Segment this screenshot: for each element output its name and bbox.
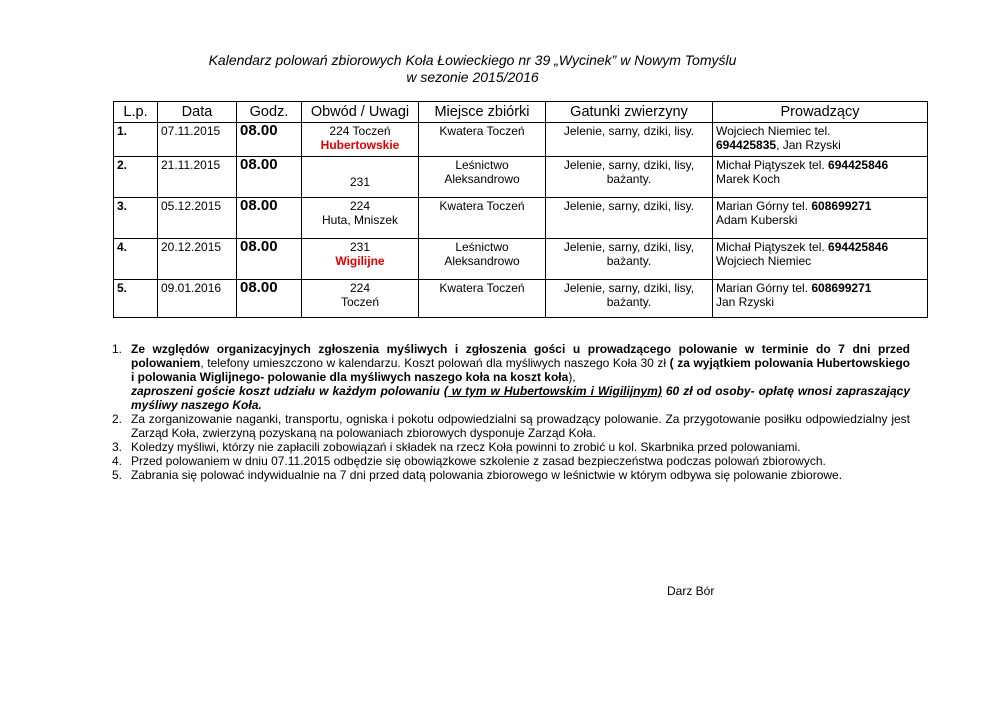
note-bold-part: Ze względów organizacyjnych zgłoszenia myśliwych i zgłoszenia gości u prowadzącego polowanie w terminie do 7 dni przed polowaniem xyxy=(131,342,910,370)
note-number: 1. xyxy=(112,342,123,356)
district-number: 224 Toczeń xyxy=(329,124,391,138)
note-number: 2. xyxy=(112,412,123,426)
species-line-1: Jelenie, sarny, dziki, lisy, xyxy=(563,240,695,254)
row-time: 08.00 xyxy=(237,198,302,239)
leader-phone: 694425846 xyxy=(828,240,889,254)
table-row xyxy=(114,198,928,239)
leader-line-1 xyxy=(716,240,924,254)
table-header-row xyxy=(114,102,928,123)
row-meeting-place xyxy=(419,198,546,239)
header-lp: L.p. xyxy=(114,102,158,123)
table-row xyxy=(114,239,928,280)
row-meeting-place xyxy=(419,239,546,280)
meeting-place-line-2: Aleksandrowo xyxy=(444,254,520,268)
row-lp: 1. xyxy=(114,123,158,157)
row-leaders xyxy=(713,123,928,157)
leader-line-2: Jan Rzyski xyxy=(716,295,775,309)
table-row xyxy=(114,157,928,198)
leader-text: , Jan Rzyski xyxy=(776,138,841,152)
document-title xyxy=(0,52,945,86)
leader-line-1 xyxy=(716,158,924,172)
note-plain-part: , telefony umieszczono w kalendarzu. Koszt polowań dla myśliwych naszego Koła 30 zł xyxy=(200,356,670,370)
row-date: 21.11.2015 xyxy=(158,157,237,198)
row-district xyxy=(302,239,419,280)
title-line-1: Kalendarz polowań zbiorowych Koła Łowieckiego nr 39 „Wycinek” w Nowym Tomyślu xyxy=(208,52,737,68)
note-number: 3. xyxy=(112,440,123,454)
note-bold-italic-part: zaproszeni goście koszt udziału w każdym polowaniu xyxy=(131,384,444,398)
row-lp: 5. xyxy=(114,280,158,318)
row-lp: 3. xyxy=(114,198,158,239)
leader-line-1 xyxy=(716,124,924,138)
meeting-place-line-1: Leśnictwo xyxy=(455,240,509,254)
leader-text: Michał Piątyszek tel. xyxy=(716,158,829,172)
row-date: 05.12.2015 xyxy=(158,198,237,239)
meeting-place-line-1: Kwatera Toczeń xyxy=(439,281,525,295)
header-leaders: Prowadzący xyxy=(713,102,928,123)
header-species: Gatunki zwierzyny xyxy=(546,102,713,123)
district-number: 231 xyxy=(349,174,371,189)
leader-phone: 694425846 xyxy=(828,158,889,172)
species-line-2: bażanty. xyxy=(606,254,652,268)
row-species xyxy=(546,123,713,157)
leader-line-1 xyxy=(716,281,924,295)
signature: Darz Bór xyxy=(667,584,715,598)
row-district xyxy=(302,280,419,318)
note-number: 5. xyxy=(112,468,123,482)
district-note: Hubertowskie xyxy=(320,138,400,152)
leader-phone: 694425835 xyxy=(716,138,777,152)
district-number: 224 xyxy=(349,281,371,295)
meeting-place-line-1: Leśnictwo xyxy=(455,158,509,172)
note-bold-italic-part: 60 zł od osoby- opłatę wnosi zapraszający myśliwy naszego Koła. xyxy=(131,384,910,412)
row-species xyxy=(546,280,713,318)
note-item xyxy=(112,468,910,482)
leader-text: Wojciech Niemiec tel. xyxy=(716,124,831,138)
row-leaders xyxy=(713,157,928,198)
leader-text: Michał Piątyszek tel. xyxy=(716,240,829,254)
leader-line-2 xyxy=(716,138,924,152)
species-line-1: Jelenie, sarny, dziki, lisy. xyxy=(563,199,695,213)
row-time: 08.00 xyxy=(237,157,302,198)
row-date: 07.11.2015 xyxy=(158,123,237,157)
table-row xyxy=(114,280,928,318)
row-time: 08.00 xyxy=(237,280,302,318)
row-leaders xyxy=(713,239,928,280)
note-item xyxy=(112,454,910,468)
meeting-place-line-1: Kwatera Toczeń xyxy=(439,124,525,138)
district-number: 231 xyxy=(349,240,371,254)
note-item xyxy=(112,342,910,412)
leader-phone: 608699271 xyxy=(811,199,872,213)
row-meeting-place xyxy=(419,157,546,198)
leader-text: Marian Górny tel. xyxy=(716,281,812,295)
note-text: Za zorganizowanie naganki, transportu, ogniska i pokotu odpowiedzialni są prowadzący polowanie. Za przygotowanie posiłku odpowiedzialny jest Zarząd Koła, zwierzyną pozyskaną na polowaniach zbiorowych dysponuje Zarząd Koła. xyxy=(131,412,910,440)
header-meeting-place: Miejsce zbiórki xyxy=(419,102,546,123)
note-item xyxy=(112,440,910,454)
leader-text: Marian Górny tel. xyxy=(716,199,812,213)
header-date: Data xyxy=(158,102,237,123)
row-leaders xyxy=(713,198,928,239)
district-number: 224 xyxy=(349,199,371,213)
row-district xyxy=(302,198,419,239)
row-lp: 2. xyxy=(114,157,158,198)
row-leaders xyxy=(713,280,928,318)
row-district xyxy=(302,123,419,157)
row-time: 08.00 xyxy=(237,123,302,157)
district-note: Wigilijne xyxy=(335,254,385,268)
note-plain-part: ), xyxy=(568,370,576,384)
leader-line-1 xyxy=(716,199,924,213)
hunting-calendar-table xyxy=(113,101,928,318)
title-line-2: w sezonie 2015/2016 xyxy=(406,69,539,85)
row-date: 09.01.2016 xyxy=(158,280,237,318)
note-text xyxy=(131,342,910,412)
note-bold-part: ( za wyjątkiem polowania Hubertowskiego i polowania Wiglijnego- polowanie dla myśliwych naszego koła na koszt koła xyxy=(131,356,910,384)
species-line-1: Jelenie, sarny, dziki, lisy. xyxy=(563,124,695,138)
note-text: Koledzy myśliwi, którzy nie zapłacili zobowiązań i składek na rzecz Koła powinni to zrobić u kol. Skarbnika przed polowaniami. xyxy=(131,440,801,454)
note-text: Przed polowaniem w dniu 07.11.2015 odbędzie się obowiązkowe szkolenie z zasad bezpieczeństwa podczas polowań zbiorowych. xyxy=(131,454,826,468)
note-number: 4. xyxy=(112,454,123,468)
meeting-place-line-2: Aleksandrowo xyxy=(444,172,520,186)
row-meeting-place xyxy=(419,280,546,318)
row-time: 08.00 xyxy=(237,239,302,280)
note-item xyxy=(112,412,910,440)
notes-list xyxy=(112,342,910,482)
species-line-1: Jelenie, sarny, dziki, lisy, xyxy=(563,158,695,172)
row-species xyxy=(546,239,713,280)
row-date: 20.12.2015 xyxy=(158,239,237,280)
note-underlined-part: ( w tym w Hubertowskim i Wigilijnym) xyxy=(443,384,662,398)
row-species xyxy=(546,157,713,198)
row-meeting-place xyxy=(419,123,546,157)
leader-phone: 608699271 xyxy=(811,281,872,295)
district-note: Toczeń xyxy=(340,295,380,309)
leader-line-2: Marek Koch xyxy=(716,172,781,186)
species-line-1: Jelenie, sarny, dziki, lisy, xyxy=(563,281,695,295)
leader-line-2: Wojciech Niemiec xyxy=(716,254,812,268)
meeting-place-line-1: Kwatera Toczeń xyxy=(439,199,525,213)
row-district xyxy=(302,157,419,198)
table-row xyxy=(114,123,928,157)
species-line-2: bażanty. xyxy=(606,172,652,186)
header-time: Godz. xyxy=(237,102,302,123)
row-species xyxy=(546,198,713,239)
row-lp: 4. xyxy=(114,239,158,280)
header-district: Obwód / Uwagi xyxy=(302,102,419,123)
leader-line-2: Adam Kuberski xyxy=(716,213,798,227)
species-line-2: bażanty. xyxy=(606,295,652,309)
district-note: Huta, Mniszek xyxy=(321,213,399,227)
note-text: Zabrania się polować indywidualnie na 7 dni przed datą polowania zbiorowego w leśnictwie w którym odbywa się polowanie zbiorowe. xyxy=(131,468,843,482)
